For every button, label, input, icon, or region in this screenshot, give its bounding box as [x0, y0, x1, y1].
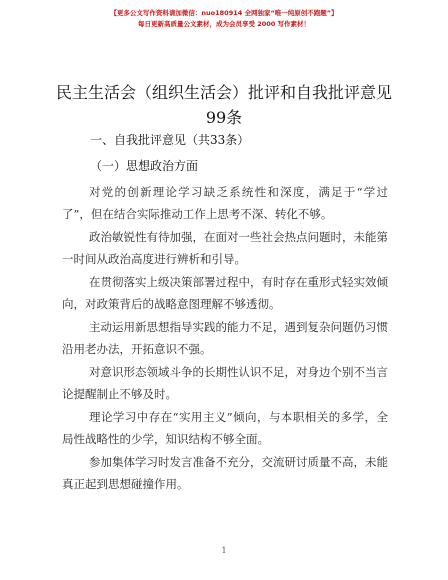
paragraph: 理论学习中存在“实用主义”倾向，与本职相关的多学，全局性战略性的少学，知识结构不够全面。	[62, 410, 388, 446]
paragraph: 对党的创新理论学习缺乏系统性和深度，满足于“学过了”，但在结合实际推动工作上思考不深、转化不够。	[62, 185, 388, 221]
subsection-heading: （一）思想政治方面	[90, 159, 199, 173]
promo-banner-line-1: 【更多公文写作资料请加微信：nuo180914 全网独家“唯一纯原创不跑题”】	[110, 9, 338, 17]
document-title: 民主生活会（组织生活会）批评和自我批评意见99条	[55, 83, 392, 127]
promo-banner-line-2: 每日更新高质量公文素材，成为会员享受 2000 写作素材！	[137, 20, 311, 28]
paragraph: 在贯彻落实上级决策部署过程中，有时存在重形式轻实效倾向，对政策背后的战略意图理解不够透彻。	[62, 275, 388, 311]
paragraph: 对意识形态领域斗争的长期性认识不足，对身边个别不当言论提醒制止不够及时。	[62, 365, 388, 401]
paragraph: 参加集体学习时发言准备不充分，交流研讨质量不高，未能真正起到思想碰撞作用。	[62, 455, 388, 491]
page-number: 1	[221, 546, 227, 555]
section-heading: 一、自我批评意见（共33条）	[90, 133, 250, 147]
promo-banner	[0, 8, 448, 30]
paragraph: 主动运用新思想指导实践的能力不足，遇到复杂问题仍习惯沿用老办法，开拓意识不强。	[62, 320, 388, 356]
paragraph: 政治敏锐性有待加强，在面对一些社会热点问题时，未能第一时间从政治高度进行辨析和引导。	[62, 230, 388, 266]
